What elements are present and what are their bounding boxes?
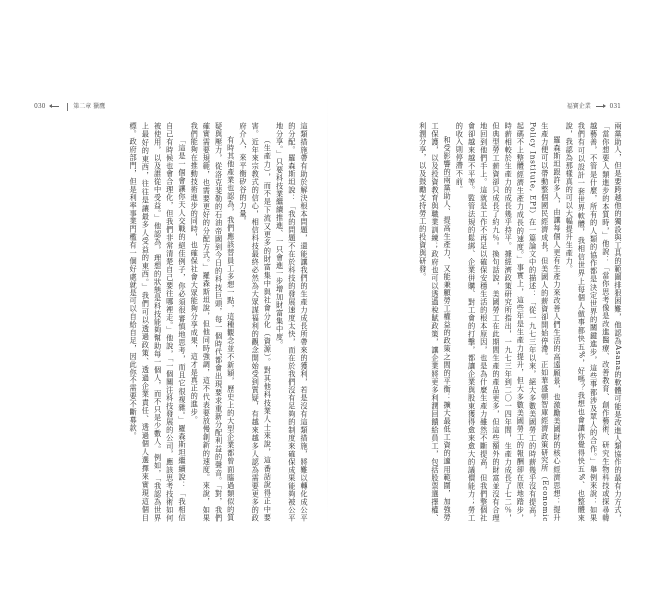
left-paragraph-2: （生產力），而不是下流又更多的財富集中與社會分化（資源）。對其他科技業人士來說，這番話說得正中要害。近年來宗教式的信心，相信科技最終必然為大眾謀福利的觀念開始受到質疑，有越來越多人認為需要更多的政府介入，來平衡矽谷的力量。 bbox=[238, 122, 273, 522]
arrow-left-icon bbox=[50, 106, 59, 107]
right-paragraph-3: 和受影響的兩黨助人、提高生產力、又能兼顧勞工權益的政策之間的平衡：擴大最低工資的適用範圍，加強勞工保護，以及投資教育與職業訓練；政府也可以透過稅賦政策，讓企業將更多利潤回饋給員工，包括股票選擇權、利潤分享，以及鼓勵支持勞工的投資與研發。 bbox=[418, 122, 453, 522]
left-page-body bbox=[34, 122, 310, 522]
right-paragraph-1: 兩黨助人，但是要跨越他的獨設與工具的範圍排狠困難，他認為Asana的軟體可能是改進人類協作的最有力方式，「當你想要人類進步的本質時，」他說：「當你思考像是改進醫療、改善教育、創作藝術、研究生物科技或探尋韓越藝善，不管是什麼，所有的人類的協作都是決定世界的關鍵進步，這些事都涉及眾人的合作。」舉例來說：如果我們有可以設計一套世界軟體，我相信世界上每個人做事都快五%，好嗎？我想也會讓你覺得快五%、也整體來說，我認為那樣真的可以大幅提升生產力。 bbox=[565, 122, 623, 522]
book-spine-shadow bbox=[327, 90, 328, 530]
right-page-body bbox=[348, 122, 624, 522]
right-page-header bbox=[567, 101, 621, 113]
chapter-label: 第二章 bbox=[73, 103, 92, 110]
header-divider bbox=[67, 103, 68, 111]
right-paragraph-2: 羅森斯坦跟許多人，由讓每個人更有生產力來改善人們生活的高遠願景，也激勵美國財的核心經濟思想：提升生產力便可以帶動整個國民經濟成長，但美國人的薪資卻開始停滯。正如華盛頓智庫經濟政策研究所（Economic Policy Institute, EPI）在一篇論文中的描述：「從一九七三年以來，絕大多數美國勞工的時薪幾乎沒有提高，起碼不上整體經濟生產力成長的速度。」事實上，這些年是生產力提升，但大多數美國勞工的報酬卻在原地踏步，時薪相較於生產力的成長幾乎持平。據經濟政策研究所指出，一九七三年到二〇一四年間，生產力成長了七二％，但典型勞工薪資卻只成長了約九％。換句話說，美國勞工在此期間生產的產品更多，但這些額外的財富並沒有合理地回到他們手上。這就是工作不再足以確保安穩生活的根本原因，也是為什麼生產力雖然不斷提高，但我們整個社會卻越來越不平等。監管法規的鬆綁、企業併購、對工會的打擊，都讓企業與股東獲得愈來愈大的議價能力；勞工的收入則停滯不前。 bbox=[455, 122, 562, 522]
section-label: 獵鷹 bbox=[93, 103, 106, 110]
right-page-number: 031 bbox=[609, 103, 621, 110]
left-paragraph-1: 這類措施帶有助於解決根本問題，還能讓我們的生產力成長所帶來的獲利，若是沒有這類措施，將難以轉化成公平的分配。羅森斯坦說：「我的問題不在於科技的發展速度太快，而在於我們沒有足夠的制度來確保成果能夠被公平地分享。」只要科技業繼續推進、一只會進一步增加財富集中度。 bbox=[275, 122, 309, 522]
left-paragraph-4: 「這是一個會讓你天人交戰的絕佳例子，你必須很審慎地思考，而且它很複雜。」羅森斯坦繼續說：「我相信自己有時候也會合理化，但我們非常清楚自己要往哪裡走。」他說，「一個關注科技發展的公司，應該思考技術如何被使用，以及誰從中受益。」他認為，理想的狀態是科技能夠幫助每一個人，而不只是少數人。例如，「我認為世界上最好的東西，往往是讓最多人受益的東西。」我們可以透過政策、透過企業責任、透過個人選擇來實現這個目標。政府部門，但是利率事業門檻有一個好處就是可以自給自足，因此你不需要不斷募款。 bbox=[129, 122, 187, 522]
left-page-number: 030 bbox=[34, 103, 46, 110]
running-title: 福寶企業 bbox=[566, 103, 591, 110]
arrow-right-icon bbox=[596, 106, 605, 107]
left-page-header bbox=[34, 101, 105, 113]
left-paragraph-3: 有時其他產業也認為，我們應該替員工多想一點，這種觀念並不新穎，歷史上的大型企業都曾面臨過類似的質疑與壓力，從洛克斐勒的石油帝國到今日的科技巨頭，每一個時代都會出現要求重新分配利益的聲音。「對，我們確實需要規範，也需要更好的分配方式。」羅森斯坦說，但他同時強調，這不代表要放慢創新的速度。來說，如果我們能夠在推動技術進步的同時，也確保社會大眾能夠分享成果，這才是真正的進步。 bbox=[190, 122, 236, 522]
